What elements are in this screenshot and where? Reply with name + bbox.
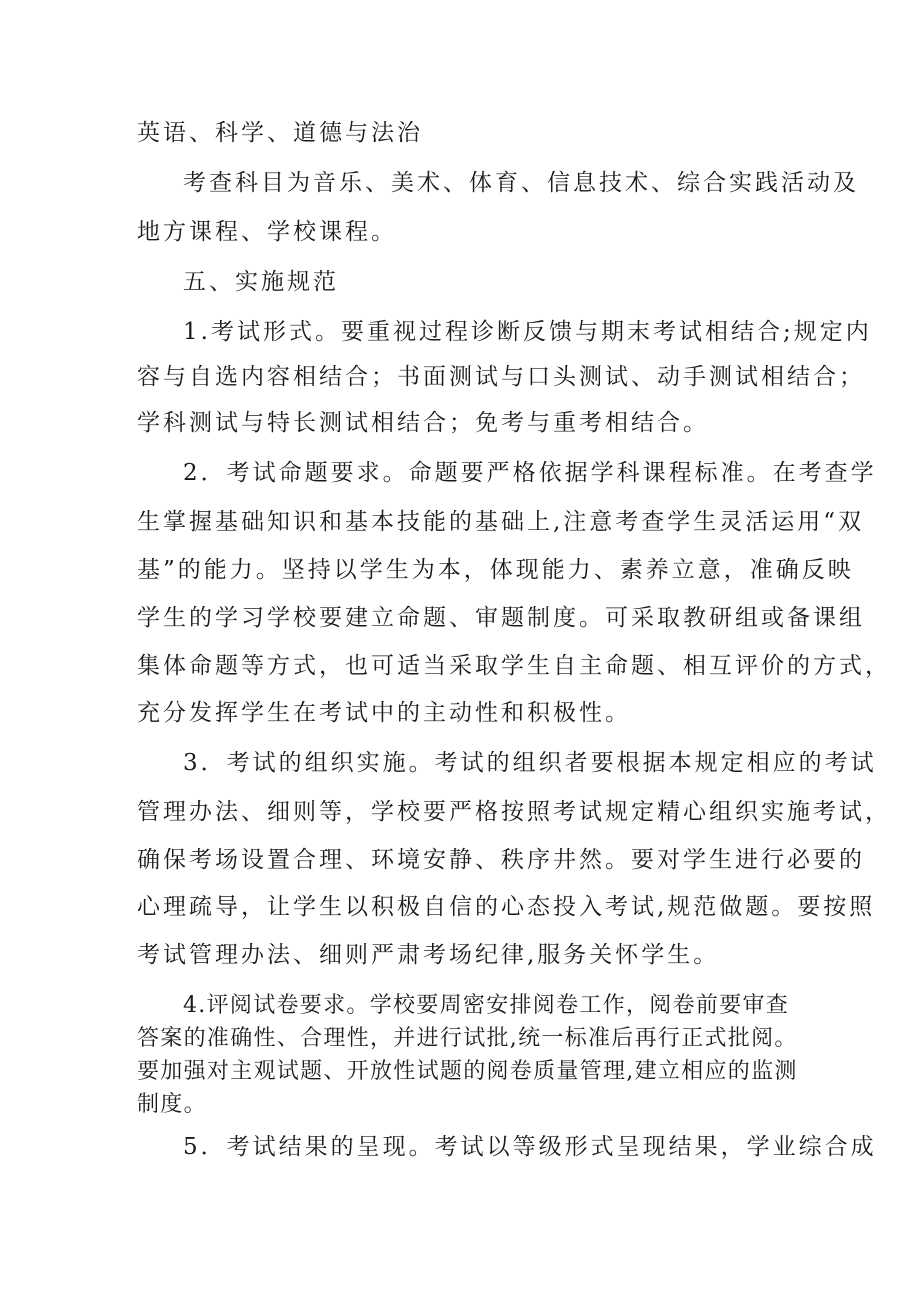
text-line: 考试管理办法、细则严肃考场纪律,服务关怀学生。	[137, 942, 720, 968]
text-line: 英语、科学、道德与法治	[137, 120, 423, 146]
text-line: 地方课程、学校课程。	[137, 219, 397, 245]
text-line: 考查科目为音乐、美术、体育、信息技术、综合实践活动及	[183, 170, 859, 196]
text-line: 制度。	[137, 1092, 207, 1117]
text-line: 容与自选内容相结合；书面测试与口头测试、动手测试相结合；	[137, 364, 865, 390]
text-line: 基”的能力。坚持以学生为本，体现能力、素养立意，准确反映	[137, 557, 854, 583]
text-line: 答案的准确性、合理性，并进行试批,统一标准后再行正式批阅。	[137, 1026, 798, 1051]
text-line: 学科测试与特长测试相结合；免考与重考相结合。	[137, 410, 709, 436]
text-line: 学生的学习学校要建立命题、审题制度。可采取教研组或备课组	[137, 605, 865, 631]
text-line: 要加强对主观试题、开放性试题的阅卷质量管理,建立相应的监测	[137, 1059, 798, 1084]
text-line: 确保考场设置合理、环境安静、秩序井然。要对学生进行必要的	[137, 847, 865, 873]
section-heading: 五、实施规范	[183, 269, 339, 295]
text-line: 充分发挥学生在考试中的主动性和积极性。	[137, 700, 631, 726]
text-line: 3．考试的组织实施。考试的组织者要根据本规定相应的考试	[183, 750, 877, 776]
text-line: 1.考试形式。要重视过程诊断反馈与期末考试相结合;规定内	[183, 319, 872, 345]
text-line: 心理疏导，让学生以积极自信的心态投入考试,规范做题。要按照	[137, 894, 876, 920]
text-line: 生掌握基础知识和基本技能的基础上,注意考查学生灵活运用“双	[137, 509, 865, 535]
text-line: 4.评阅试卷要求。学校要周密安排阅卷工作，阅卷前要审查	[183, 993, 790, 1018]
text-line: 管理办法、细则等，学校要严格按照考试规定精心组织实施考试，	[137, 799, 891, 825]
text-line: 2．考试命题要求。命题要严格依据学科课程标准。在考查学	[183, 460, 877, 486]
text-line: 集体命题等方式，也可适当采取学生自主命题、相互评价的方式，	[137, 653, 891, 679]
text-line: 5．考试结果的呈现。考试以等级形式呈现结果，学业综合成	[183, 1134, 877, 1160]
